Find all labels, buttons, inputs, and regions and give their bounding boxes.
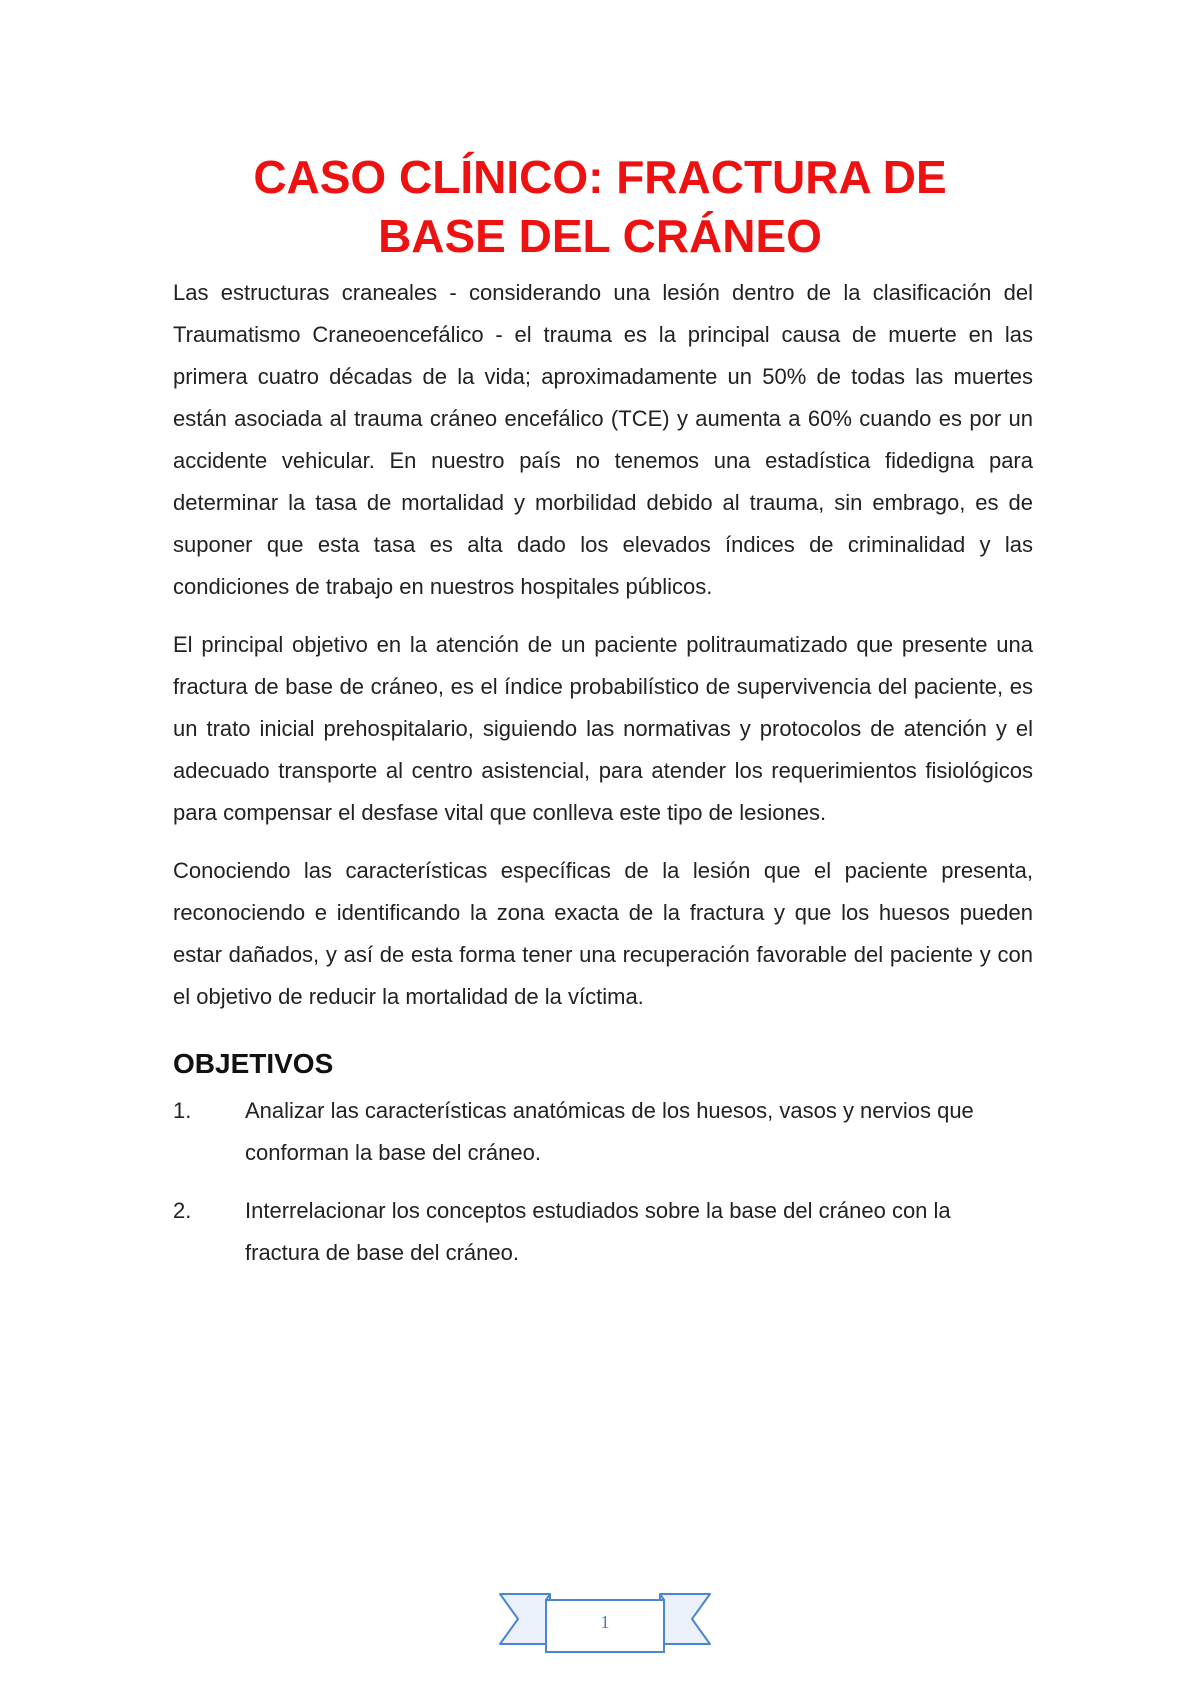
- objective-item: [173, 1090, 1033, 1174]
- objective-text: Analizar las características anatómicas de los huesos, vasos y nervios que conforman la base del cráneo.: [245, 1098, 974, 1165]
- document-body: [173, 272, 1033, 1290]
- document-title-line-1: CASO CLÍNICO: FRACTURA DE: [253, 151, 947, 203]
- paragraph-main-objective: El principal objetivo en la atención de un paciente politraumatizado que presente una fractura de base de cráneo, es el índice probabilístico de supervivencia del paciente, es un trato inicial prehospitalario, siguiendo las normativas y protocolos de atención y el adecuado transporte al centro asistencial, para atender los requerimientos fisiológicos para compensar el desfase vital que conlleva este tipo de lesiones.: [173, 632, 1033, 825]
- objectives-list: [173, 1090, 1033, 1274]
- paragraph-intro: Las estructuras craneales - considerando una lesión dentro de la clasificación del Traumatismo Craneoencefálico - el trauma es la principal causa de muerte en las primera cuatro décadas de la vida; aproximadamente un 50% de todas las muertes están asociada al trauma cráneo encefálico (TCE) y aumenta a 60% cuando es por un accidente vehicular. En nuestro país no tenemos una estadística fidedigna para determinar la tasa de mortalidad y morbilidad debido al trauma, sin embrago, es de suponer que esta tasa es alta dado los elevados índices de criminalidad y las condiciones de trabajo en nuestros hospitales públicos.: [173, 280, 1033, 599]
- page-number: 1: [600, 1612, 610, 1632]
- page-number-ribbon: [498, 1588, 712, 1656]
- paragraph-characteristics: Conociendo las características específicas de la lesión que el paciente presenta, reconociendo e identificando la zona exacta de la fractura y que los huesos pueden estar dañados, y así de esta forma tener una recuperación favorable del paciente y con el objetivo de reducir la mortalidad de la víctima.: [173, 858, 1033, 1009]
- document-title-line-2: BASE DEL CRÁNEO: [378, 210, 822, 262]
- objectives-heading: OBJETIVOS: [173, 1048, 334, 1079]
- objective-item: [173, 1190, 1033, 1274]
- objective-number: 2.: [173, 1198, 192, 1223]
- objective-number: 1.: [173, 1098, 192, 1123]
- objective-text: Interrelacionar los conceptos estudiados sobre la base del cráneo con la fractura de base del cráneo.: [245, 1198, 951, 1265]
- document-title: [150, 148, 1050, 266]
